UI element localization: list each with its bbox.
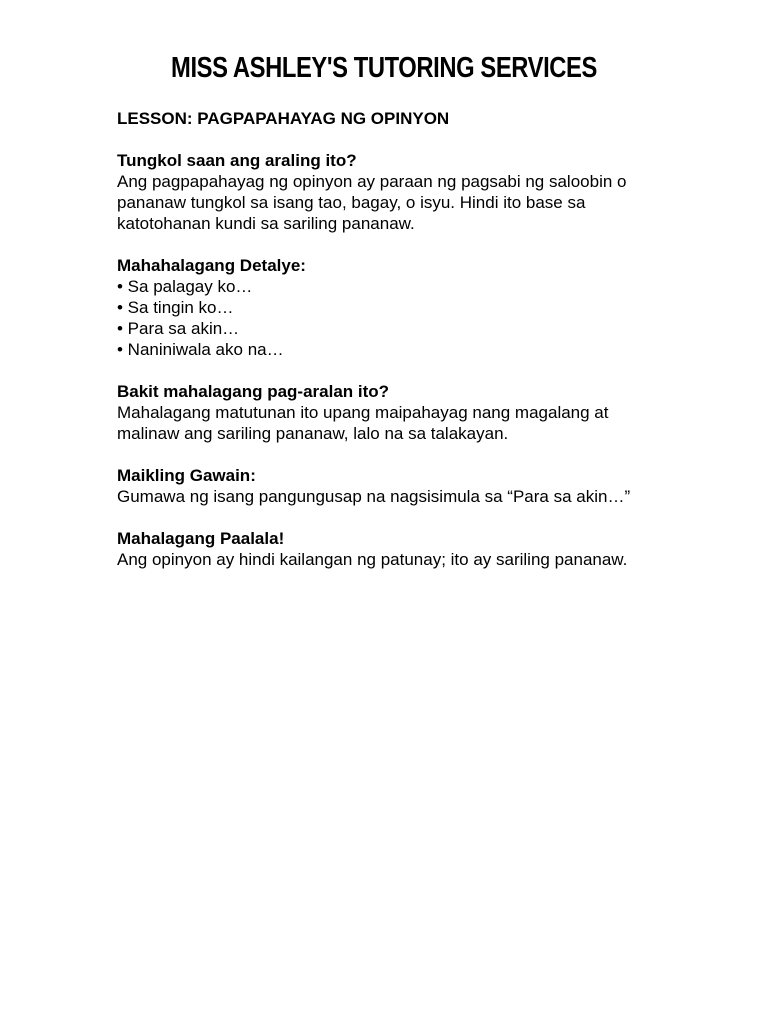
section-why	[117, 381, 657, 444]
section-heading: Maikling Gawain:	[117, 466, 256, 485]
section-body: Gumawa ng isang pangungusap na nagsisimula sa “Para sa akin…”	[117, 487, 631, 506]
section-heading: Tungkol saan ang araling ito?	[117, 151, 357, 170]
section-reminder	[117, 528, 657, 570]
list-item: • Para sa akin…	[117, 319, 240, 338]
list-item: • Sa tingin ko…	[117, 298, 234, 317]
section-body: Ang pagpapahayag ng opinyon ay paraan ng pagsabi ng saloobin o pananaw tungkol sa isang tao, bagay, o isyu. Hindi ito base sa katotohanan kundi sa sariling pananaw.	[117, 172, 627, 233]
lesson-content	[117, 108, 657, 591]
section-heading: Mahalagang Paalala!	[117, 529, 285, 548]
document-title: MISS ASHLEY'S TUTORING SERVICES	[171, 52, 597, 84]
section-about	[117, 150, 657, 234]
list-item: • Sa palagay ko…	[117, 277, 253, 296]
section-body: Ang opinyon ay hindi kailangan ng patunay; ito ay sariling pananaw.	[117, 550, 628, 569]
section-heading: Mahahalagang Detalye:	[117, 256, 306, 275]
section-details	[117, 255, 657, 360]
lesson-title: LESSON: PAGPAPAHAYAG NG OPINYON	[117, 109, 450, 128]
list-item: • Naniniwala ako na…	[117, 340, 284, 359]
section-activity	[117, 465, 657, 507]
section-body: Mahalagang matutunan ito upang maipahayag nang magalang at malinaw ang sariling pananaw, lalo na sa talakayan.	[117, 403, 609, 443]
section-heading: Bakit mahalagang pag-aralan ito?	[117, 382, 390, 401]
detail-list	[117, 276, 657, 360]
